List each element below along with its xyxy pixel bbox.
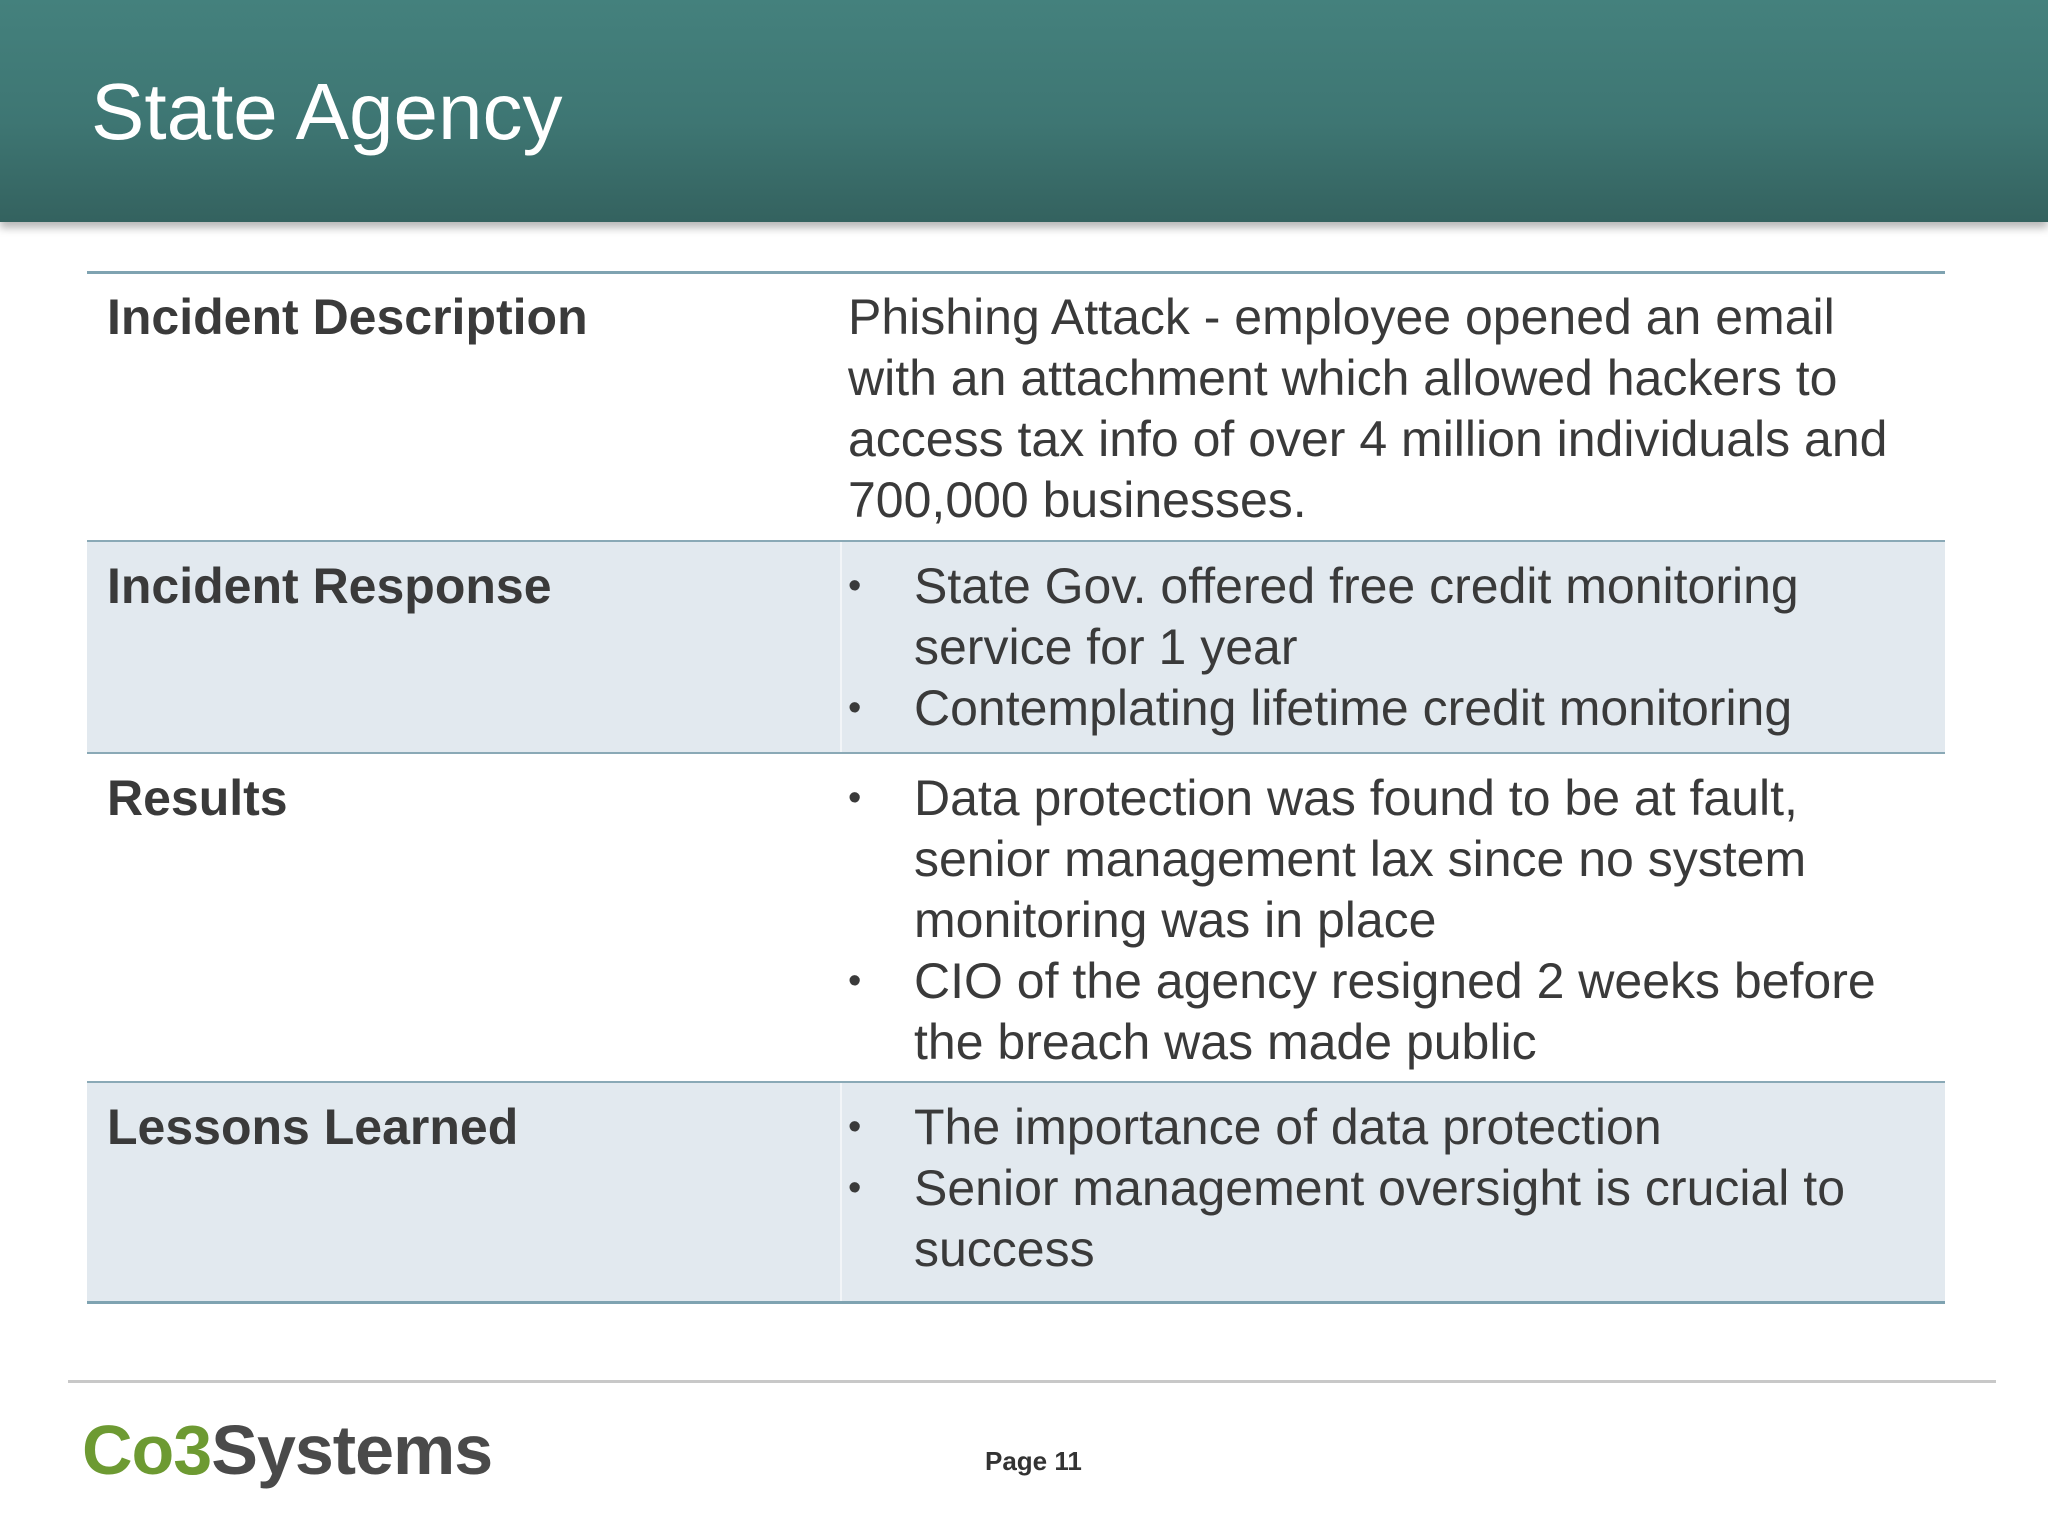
incident-description-text: Phishing Attack - employee opened an email with an attachment which allowed hackers to access tax info of over 4 million individuals and 700,000 businesses.	[848, 289, 1888, 528]
bullet-dot-icon: •	[848, 1167, 862, 1209]
row-label-incident-description: Incident Description	[107, 289, 588, 345]
table-row	[87, 1083, 1945, 1304]
bullet-dot-icon: •	[848, 960, 862, 1002]
bullet-dot-icon: •	[848, 1106, 862, 1148]
bullet-dot-icon: •	[848, 565, 862, 607]
table-row	[87, 542, 1945, 754]
list-item	[848, 556, 1925, 678]
bullet-text: Contemplating lifetime credit monitoring	[914, 680, 1793, 736]
logo-systems-text: Systems	[211, 1411, 493, 1489]
bullet-text: Data protection was found to be at fault, senior management lax since no system monitoring was in place	[914, 770, 1807, 948]
footer-divider	[68, 1380, 1996, 1383]
slide-header-bar	[0, 0, 2048, 222]
results-list	[848, 768, 1925, 1073]
bullet-dot-icon: •	[848, 777, 862, 819]
table-row	[87, 274, 1945, 542]
row-label-lessons-learned: Lessons Learned	[87, 1083, 842, 1301]
incident-table	[87, 271, 1945, 1304]
bullet-text: State Gov. offered free credit monitoring service for 1 year	[914, 558, 1799, 675]
bullet-text: The importance of data protection	[914, 1099, 1662, 1155]
lessons-learned-content	[842, 1083, 1945, 1301]
list-item	[848, 951, 1925, 1073]
list-item	[848, 1158, 1925, 1280]
results-content	[842, 754, 1945, 1081]
list-item	[848, 678, 1925, 739]
lessons-learned-list	[848, 1097, 1925, 1280]
bullet-dot-icon: •	[848, 687, 862, 729]
incident-response-list	[848, 556, 1925, 739]
logo-co3-text: Co3	[82, 1411, 212, 1489]
list-item	[848, 1097, 1925, 1158]
slide-title: State Agency	[91, 67, 563, 156]
row-label-results: Results	[107, 770, 288, 826]
bullet-text: Senior management oversight is crucial to success	[914, 1160, 1846, 1277]
bullet-text: CIO of the agency resigned 2 weeks before the breach was made public	[914, 953, 1876, 1070]
co3systems-logo	[82, 1405, 492, 1495]
page-number: Page 11	[985, 1446, 1082, 1476]
list-item	[848, 768, 1925, 951]
table-row	[87, 754, 1945, 1083]
row-label-incident-response: Incident Response	[87, 542, 842, 752]
incident-response-content	[842, 542, 1945, 752]
